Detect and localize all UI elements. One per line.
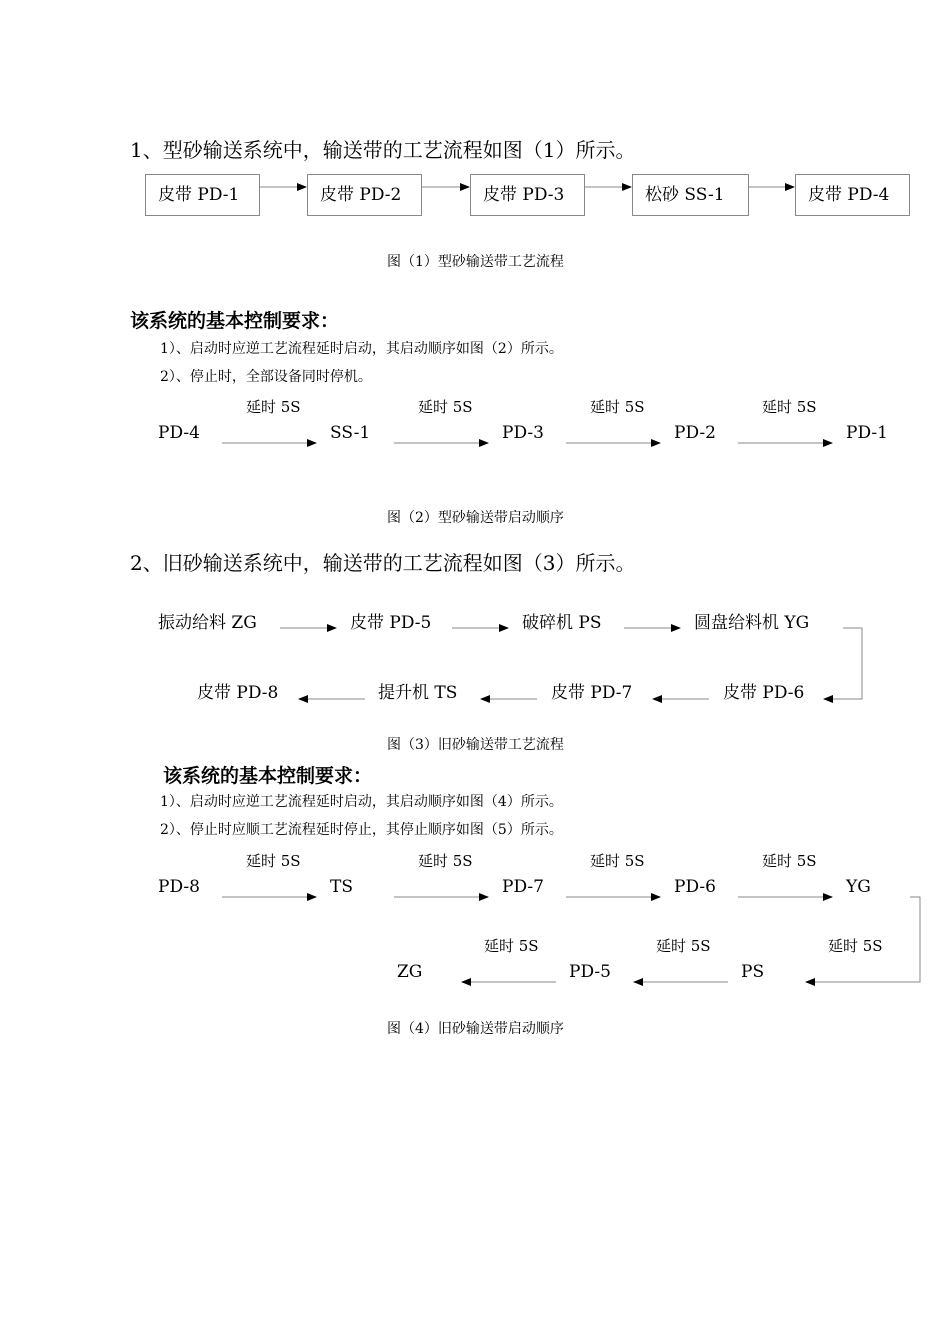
flow-box-pd1: 皮带 PD-1 (145, 174, 260, 216)
start-seq-pd5: PD-5 (569, 962, 611, 982)
start-seq-zg: ZG (397, 962, 423, 982)
flow-ts: 提升机 TS (378, 683, 458, 703)
figure4-caption: 图（4）旧砂输送带启动顺序 (387, 1021, 564, 1037)
flow-yg: 圆盘给料机 YG (694, 613, 810, 633)
delay-label: 延时 5S (656, 937, 711, 955)
delay-label: 延时 5S (246, 852, 301, 870)
flow-pd6: 皮带 PD-6 (723, 683, 805, 703)
section2-requirement-2: 2）、停止时应顺工艺流程延时停止，其停止顺序如图（5）所示。 (160, 822, 563, 838)
start-seq-pd7: PD-7 (502, 877, 544, 897)
flow-box-pd2: 皮带 PD-2 (307, 174, 422, 216)
delay-label: 延时 5S (762, 852, 817, 870)
delay-label: 延时 5S (418, 852, 473, 870)
arrow-connector (806, 897, 920, 982)
start-seq-pd3: PD-3 (502, 423, 544, 443)
flow-zg: 振动给料 ZG (158, 613, 257, 633)
figure2-caption: 图（2）型砂输送带启动顺序 (387, 510, 564, 526)
start-seq-pd6: PD-6 (674, 877, 716, 897)
start-seq-yg: YG (846, 877, 871, 897)
start-seq-pd2: PD-2 (674, 423, 716, 443)
start-seq-pd4: PD-4 (158, 423, 200, 443)
flow-ps: 破碎机 PS (522, 613, 602, 633)
delay-label: 延时 5S (590, 852, 645, 870)
start-seq-ts: TS (330, 877, 353, 897)
section1-requirement-2: 2）、停止时，全部设备同时停机。 (160, 369, 372, 385)
flow-box-ss1: 松砂 SS-1 (632, 174, 749, 216)
start-seq-pd1: PD-1 (846, 423, 888, 443)
section2-heading: 2、旧砂输送系统中，输送带的工艺流程如图（3）所示。 (130, 551, 636, 575)
figure3-caption: 图（3）旧砂输送带工艺流程 (387, 737, 564, 753)
start-seq-ss1: SS-1 (330, 423, 371, 443)
section1-heading: 1、型砂输送系统中，输送带的工艺流程如图（1）所示。 (130, 138, 636, 162)
flow-box-pd4: 皮带 PD-4 (795, 174, 910, 216)
start-seq-ps: PS (741, 962, 765, 982)
flow-pd8: 皮带 PD-8 (197, 683, 279, 703)
delay-label: 延时 5S (484, 937, 539, 955)
section2-control-heading: 该系统的基本控制要求： (163, 765, 373, 787)
delay-label: 延时 5S (762, 398, 817, 416)
section2-requirement-1: 1）、启动时应逆工艺流程延时启动，其启动顺序如图（4）所示。 (160, 794, 563, 810)
section1-control-heading: 该系统的基本控制要求： (130, 310, 340, 332)
section1-requirement-1: 1）、启动时应逆工艺流程延时启动，其启动顺序如图（2）所示。 (160, 341, 563, 357)
figure1-caption: 图（1）型砂输送带工艺流程 (387, 254, 564, 270)
arrow-connector (824, 628, 862, 699)
flow-pd7: 皮带 PD-7 (551, 683, 633, 703)
delay-label: 延时 5S (246, 398, 301, 416)
delay-label: 延时 5S (418, 398, 473, 416)
flow-box-pd3: 皮带 PD-3 (470, 174, 585, 216)
start-seq-pd8: PD-8 (158, 877, 200, 897)
delay-label: 延时 5S (828, 937, 883, 955)
delay-label: 延时 5S (590, 398, 645, 416)
flow-pd5: 皮带 PD-5 (350, 613, 432, 633)
